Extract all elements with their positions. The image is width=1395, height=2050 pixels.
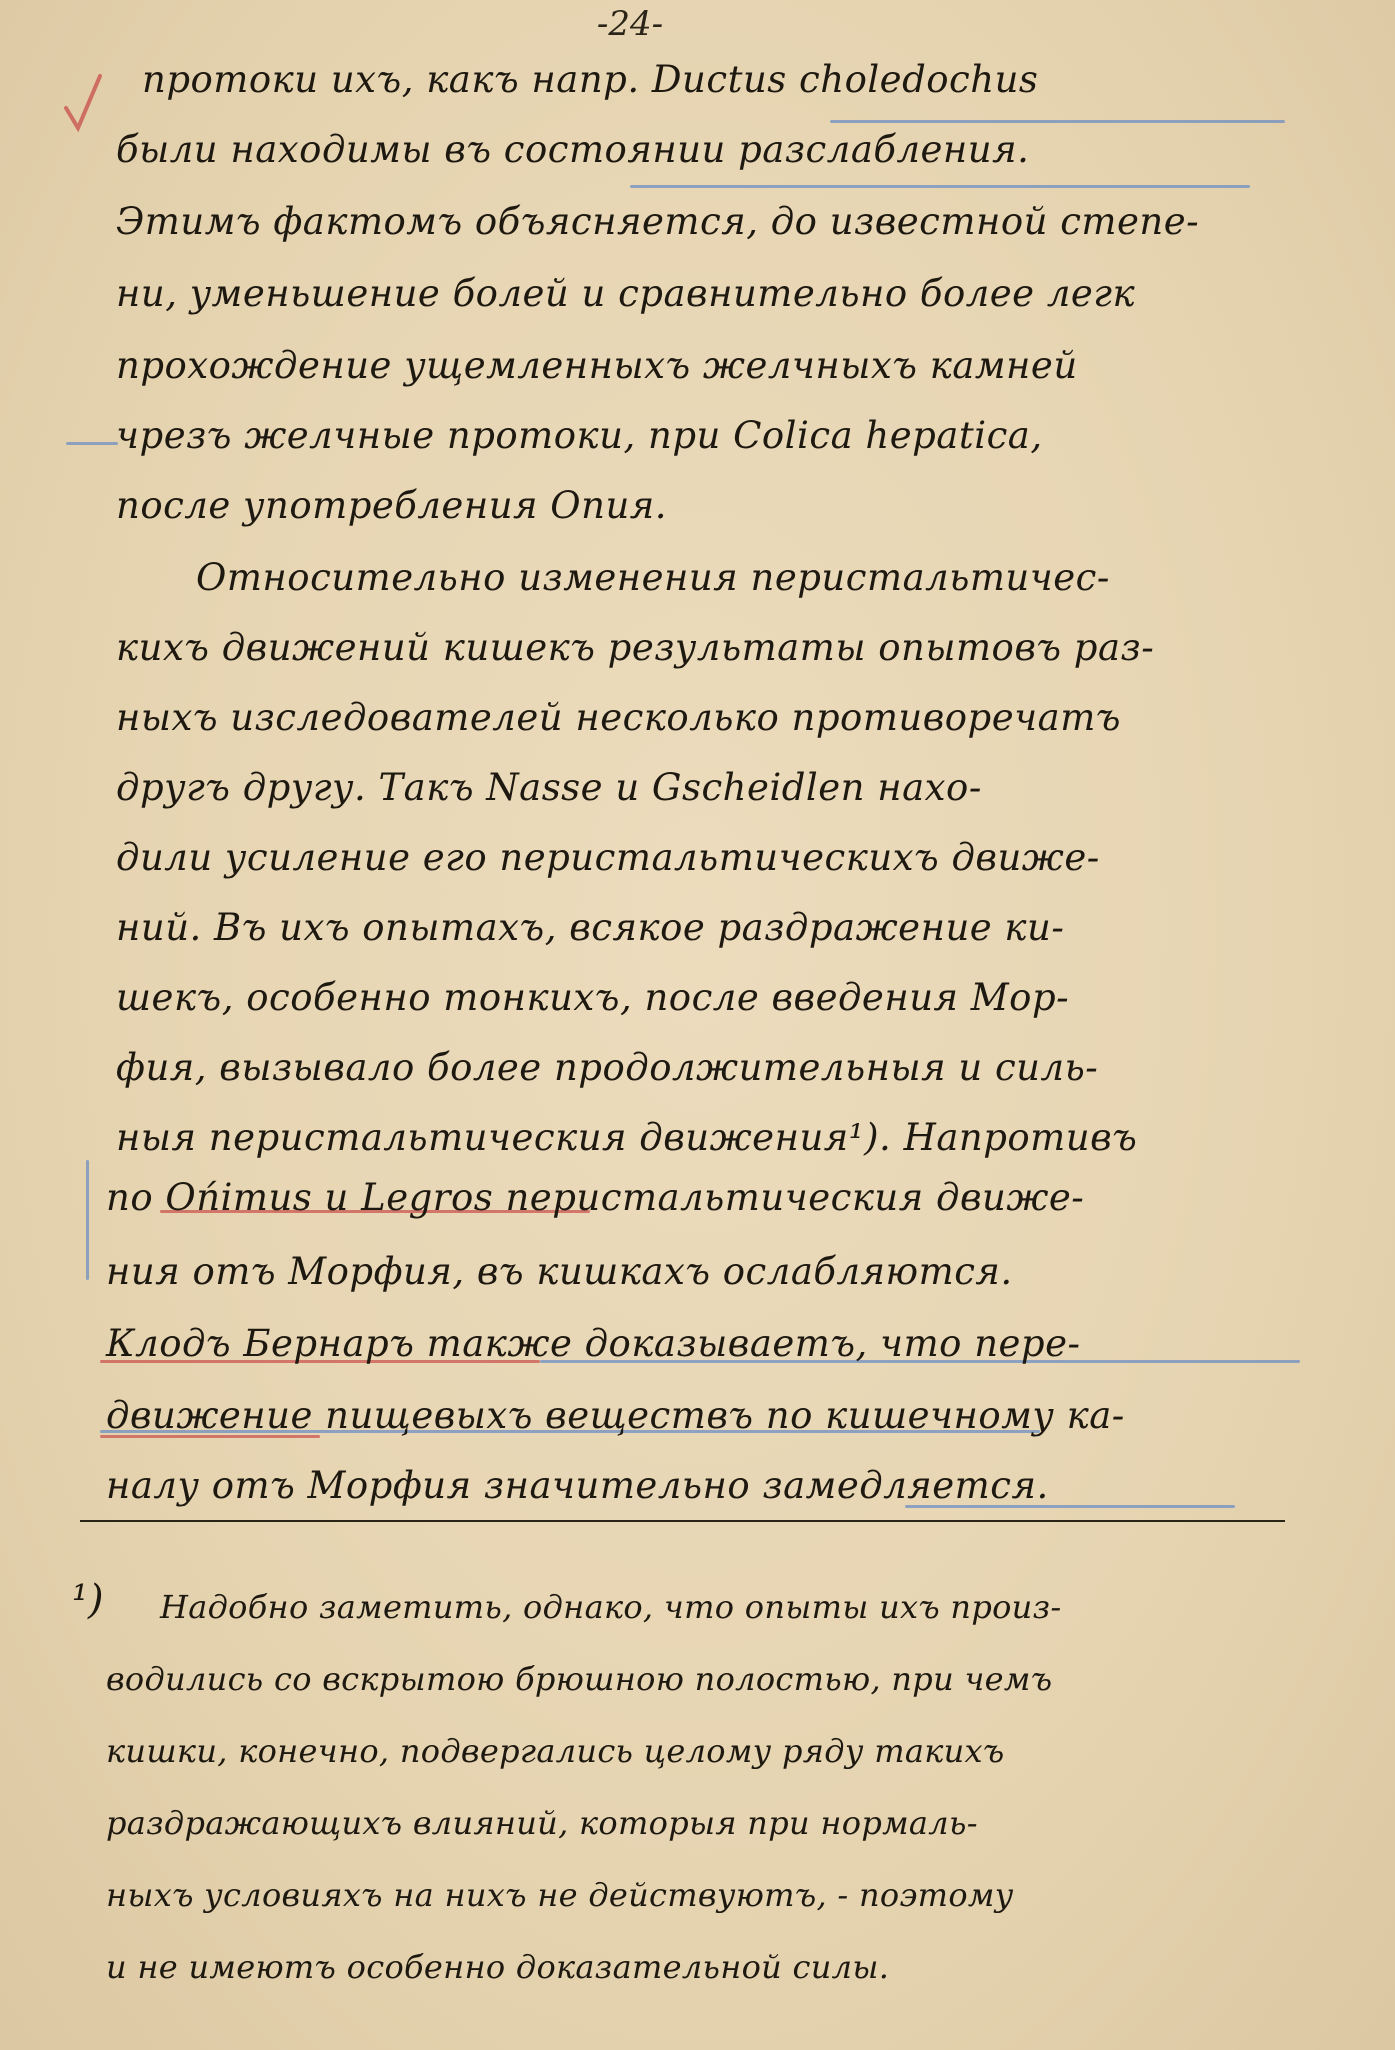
underline-ductus xyxy=(830,120,1285,123)
text-line: дили усиление его перистальтическихъ движе- xyxy=(116,836,1100,879)
footnote-line: раздражающихъ влияний, которыя при нормаль- xyxy=(106,1804,978,1842)
underline-sostoyanii xyxy=(630,185,1250,188)
text-line: Относительно изменения перистальтичес- xyxy=(196,556,1110,599)
page-number: -24- xyxy=(596,4,664,44)
text-line: по Ońimus и Legros перистальтическия движе- xyxy=(106,1176,1085,1219)
text-line: другъ другу. Такъ Nasse и Gscheidlen нахо- xyxy=(116,766,982,809)
text-line: чрезъ желчные протоки, при Colica hepatica, xyxy=(116,414,1043,457)
footnote-line: и не имеютъ особенно доказательной силы. xyxy=(106,1948,890,1986)
footnote-marker: ¹) xyxy=(72,1577,104,1623)
text-line: Этимъ фактомъ объясняется, до известной степе- xyxy=(116,200,1200,243)
text-line: ныя перистальтическия движения¹). Напротивъ xyxy=(116,1116,1138,1159)
text-line: ныхъ изследователей несколько противоречатъ xyxy=(116,696,1121,739)
text-line: налу отъ Морфия значительно замедляется. xyxy=(106,1464,1049,1507)
text-line: после употребления Опия. xyxy=(116,484,668,527)
text-line: кихъ движений кишекъ результаты опытовъ раз- xyxy=(116,626,1155,669)
footnote-line: Надобно заметить, однако, что опыты ихъ произ- xyxy=(160,1588,1062,1626)
text-line: протоки ихъ, какъ напр. Ductus choledochus xyxy=(142,58,1039,101)
footnote-line: кишки, конечно, подвергались целому ряду такихъ xyxy=(106,1732,1005,1770)
text-line: движение пищевыхъ веществъ по кишечному ка- xyxy=(106,1394,1125,1437)
text-line: были находимы въ состоянии разслабления. xyxy=(116,128,1030,171)
text-line: фия, вызывало более продолжительныя и силь- xyxy=(116,1046,1099,1089)
footnote-line: ныхъ условияхъ на нихъ не действуютъ, - поэтому xyxy=(106,1876,1014,1914)
text-line: ний. Въ ихъ опытахъ, всякое раздражение ки- xyxy=(116,906,1065,949)
blue-margin-dash xyxy=(66,442,118,445)
footnote-line: водились со вскрытою брюшною полостью, при чемъ xyxy=(106,1660,1053,1698)
text-line: Клодъ Бернаръ также доказываетъ, что пере- xyxy=(106,1322,1081,1365)
text-line: ни, уменьшение болей и сравнительно более легк xyxy=(116,272,1136,315)
red-check-mark-icon xyxy=(60,70,110,140)
text-line: ния отъ Морфия, въ кишкахъ ослабляются. xyxy=(106,1250,1013,1293)
blue-margin-bracket xyxy=(86,1160,89,1280)
footnote-divider xyxy=(80,1520,1285,1522)
text-line: прохождение ущемленныхъ желчныхъ камней xyxy=(116,344,1078,387)
text-line: шекъ, особенно тонкихъ, после введения Мор- xyxy=(116,976,1070,1019)
